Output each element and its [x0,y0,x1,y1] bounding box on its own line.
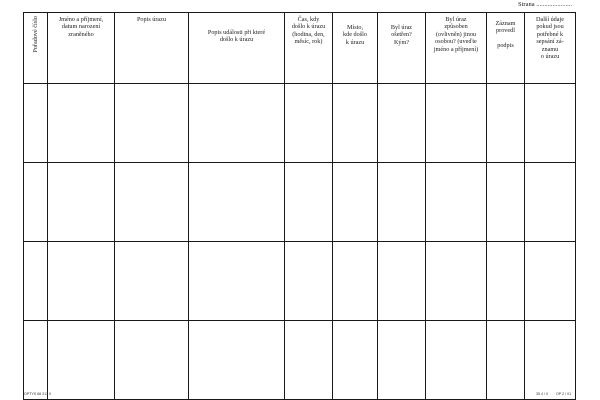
table-cell[interactable] [487,242,525,321]
table-cell[interactable] [115,84,189,163]
table-cell[interactable] [285,84,333,163]
table-cell[interactable] [378,321,426,400]
table-cell[interactable] [333,84,378,163]
table-row [24,242,576,321]
table-cell[interactable] [285,242,333,321]
table-cell[interactable] [189,84,285,163]
table-cell[interactable] [525,321,576,400]
table-row [24,321,576,400]
column-header-name-birthdate: Jméno a příjmení, datum narození zraněného [48,13,115,84]
table-row [24,163,576,242]
table-cell[interactable] [525,84,576,163]
table-cell[interactable] [426,242,487,321]
table-cell[interactable] [285,321,333,400]
table-cell[interactable] [24,321,48,400]
table-cell[interactable] [24,242,48,321]
table-cell[interactable] [24,163,48,242]
table-cell[interactable] [115,163,189,242]
table-cell[interactable] [285,163,333,242]
table-cell[interactable] [115,242,189,321]
column-header-recorded-by: Záznam provedl podpis [487,13,525,84]
table-cell[interactable] [189,321,285,400]
table-cell[interactable] [333,163,378,242]
table-cell[interactable] [426,84,487,163]
column-header-injury-description: Popis úrazu [115,13,189,84]
table-cell[interactable] [24,84,48,163]
form-version: OP 2 / 01 [556,392,572,396]
table-cell[interactable] [189,163,285,242]
table-cell[interactable] [333,242,378,321]
table-row [24,84,576,163]
table-cell[interactable] [115,321,189,400]
table-cell[interactable] [426,321,487,400]
column-header-event-description: Popis události při které došlo k úrazu [189,13,285,84]
page-footer [0,391,600,400]
table-cell[interactable] [487,84,525,163]
table-cell[interactable] [189,242,285,321]
table-cell[interactable] [378,163,426,242]
table-cell[interactable] [48,163,115,242]
table-cell[interactable] [378,242,426,321]
table-cell[interactable] [48,321,115,400]
column-header-time: Čas, kdy došlo k úrazu (hodina, den, měsíc, rok) [285,13,333,84]
column-header-order-number: Pořadové číslo [24,13,48,84]
form-number: 35 4 / 0 [536,392,548,396]
table-cell[interactable] [378,84,426,163]
column-header-treated: Byl úraz ošetřen? Kým? [378,13,426,84]
column-header-additional-info: Další údaje pokud jsou potřebné k sepsání zá- znamu o úrazu [525,13,576,84]
column-header-caused-by-person: Byl úraz způsoben (ovlivněn) jinou osobou? (uveďte jméno a příjmení) [426,13,487,84]
table-cell[interactable] [525,242,576,321]
table-cell[interactable] [48,242,115,321]
page-number-label: Strana ...................... [518,1,572,8]
injury-record-table [23,12,576,400]
page-header [0,0,600,11]
table-cell[interactable] [525,163,576,242]
header-row [24,13,576,84]
table-cell[interactable] [48,84,115,163]
form-code: OPTYS 68 313 0 [24,392,52,396]
table-cell[interactable] [487,163,525,242]
table-cell[interactable] [426,163,487,242]
column-header-place: Místo, kde došlo k úrazu [333,13,378,84]
table-cell[interactable] [487,321,525,400]
table-cell[interactable] [333,321,378,400]
